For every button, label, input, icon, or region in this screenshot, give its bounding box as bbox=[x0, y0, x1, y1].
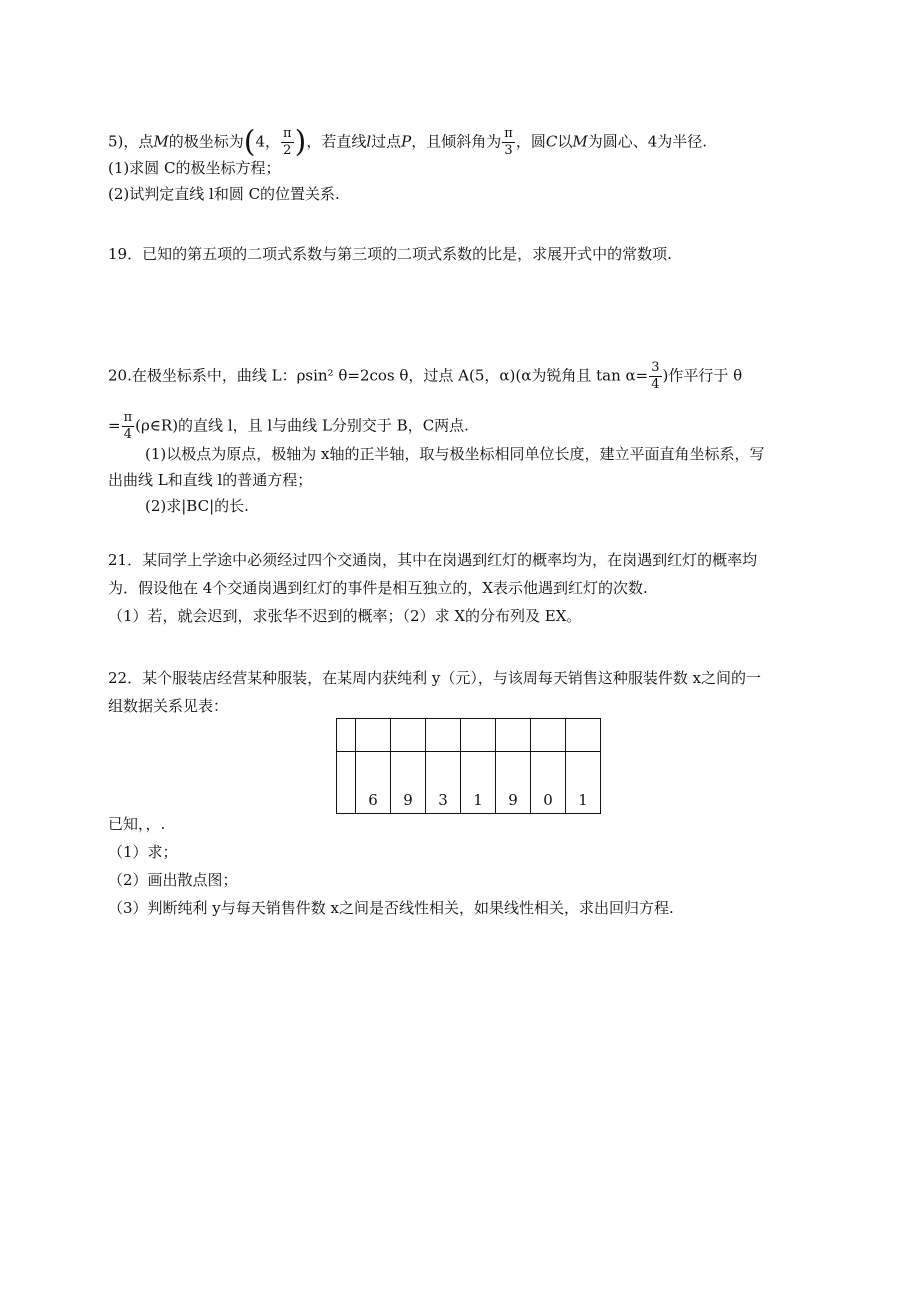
q18-part2: (2)试判定直线 l和圆 C的位置关系. bbox=[108, 185, 340, 203]
q21-line2: 为．假设他在 4个交通岗遇到红灯的事件是相互独立的，X表示他遇到红灯的次数. bbox=[108, 579, 648, 597]
q22-known: 已知，，. bbox=[108, 815, 166, 833]
table-cell bbox=[496, 719, 531, 752]
table-cell: 0 bbox=[531, 752, 566, 814]
table-cell: 9 bbox=[391, 752, 426, 814]
fraction-3-over-4: $\frac{3}{4}$ bbox=[651, 360, 660, 392]
q22-line2: 组数据关系见表： bbox=[108, 697, 229, 715]
q21-line3: （1）若，就会迟到，求张华不迟到的概率；（2）求 X的分布列及 EX。 bbox=[108, 607, 582, 625]
table-cell bbox=[531, 719, 566, 752]
q22-part3: （3）判断纯利 y与每天销售件数 x之间是否线性相关，如果线性相关，求出回归方程. bbox=[108, 899, 674, 917]
table-cell: 6 bbox=[356, 752, 391, 814]
q18-part1: (1)求圆 C的极坐标方程； bbox=[108, 159, 281, 177]
table-cell: 3 bbox=[426, 752, 461, 814]
table-cell: 1 bbox=[566, 752, 601, 814]
fraction-pi-over-3: $\frac{\pi}{3}$ bbox=[504, 126, 513, 158]
q20-line1: 20.在极坐标系中，曲线 L：ρsin² θ=2cos θ，过点 A(5，α)(α为锐角且 tan α= $\frac{3}{4}$ )作平行于 θ bbox=[108, 360, 743, 392]
sales-profit-table bbox=[336, 718, 601, 814]
table-row bbox=[337, 752, 601, 814]
fraction-pi-over-2: $\frac{\pi}{2}$ bbox=[283, 126, 292, 158]
table-cell bbox=[461, 719, 496, 752]
q20-part2: (2)求|BC|的长. bbox=[145, 497, 249, 515]
table-cell bbox=[426, 719, 461, 752]
q18-line1: 5)，点M的极坐标为(4， $\frac{\pi}{2}$ )，若直线l过点P，且倾斜角为 $\frac{\pi}{3}$ ，圆C以M为圆心、4为半径. bbox=[108, 124, 707, 160]
table-cell bbox=[566, 719, 601, 752]
table-row bbox=[337, 719, 601, 752]
q21-line1: 21．某同学上学途中必须经过四个交通岗，其中在岗遇到红灯的概率均为，在岗遇到红灯的概率均 bbox=[108, 551, 758, 569]
fraction-pi-over-4: $\frac{\pi}{4}$ bbox=[123, 410, 133, 442]
q22-part1: （1）求； bbox=[108, 843, 178, 861]
table-cell: 1 bbox=[461, 752, 496, 814]
q19-text: 19．已知的第五项的二项式系数与第三项的二项式系数的比是，求展开式中的常数项. bbox=[108, 245, 672, 263]
q20-part1b: 出曲线 L和直线 l的普通方程； bbox=[108, 471, 313, 489]
table-cell bbox=[391, 719, 426, 752]
table-cell bbox=[337, 752, 356, 814]
table-cell bbox=[356, 719, 391, 752]
table-cell: 9 bbox=[496, 752, 531, 814]
q20-part1a: (1)以极点为原点，极轴为 x轴的正半轴，取与极坐标相同单位长度，建立平面直角坐标系，写 bbox=[145, 445, 765, 463]
q22-part2: （2）画出散点图； bbox=[108, 871, 238, 889]
table-cell bbox=[337, 719, 356, 752]
q20-line2: = $\frac{\pi}{4}$ (ρ∈R)的直线 l，且 l与曲线 L分别交于 B，C两点. bbox=[108, 410, 469, 442]
q22-line1: 22．某个服装店经营某种服装，在某周内获纯利 y（元），与该周每天销售这种服装件数 x之间的一 bbox=[108, 669, 762, 687]
